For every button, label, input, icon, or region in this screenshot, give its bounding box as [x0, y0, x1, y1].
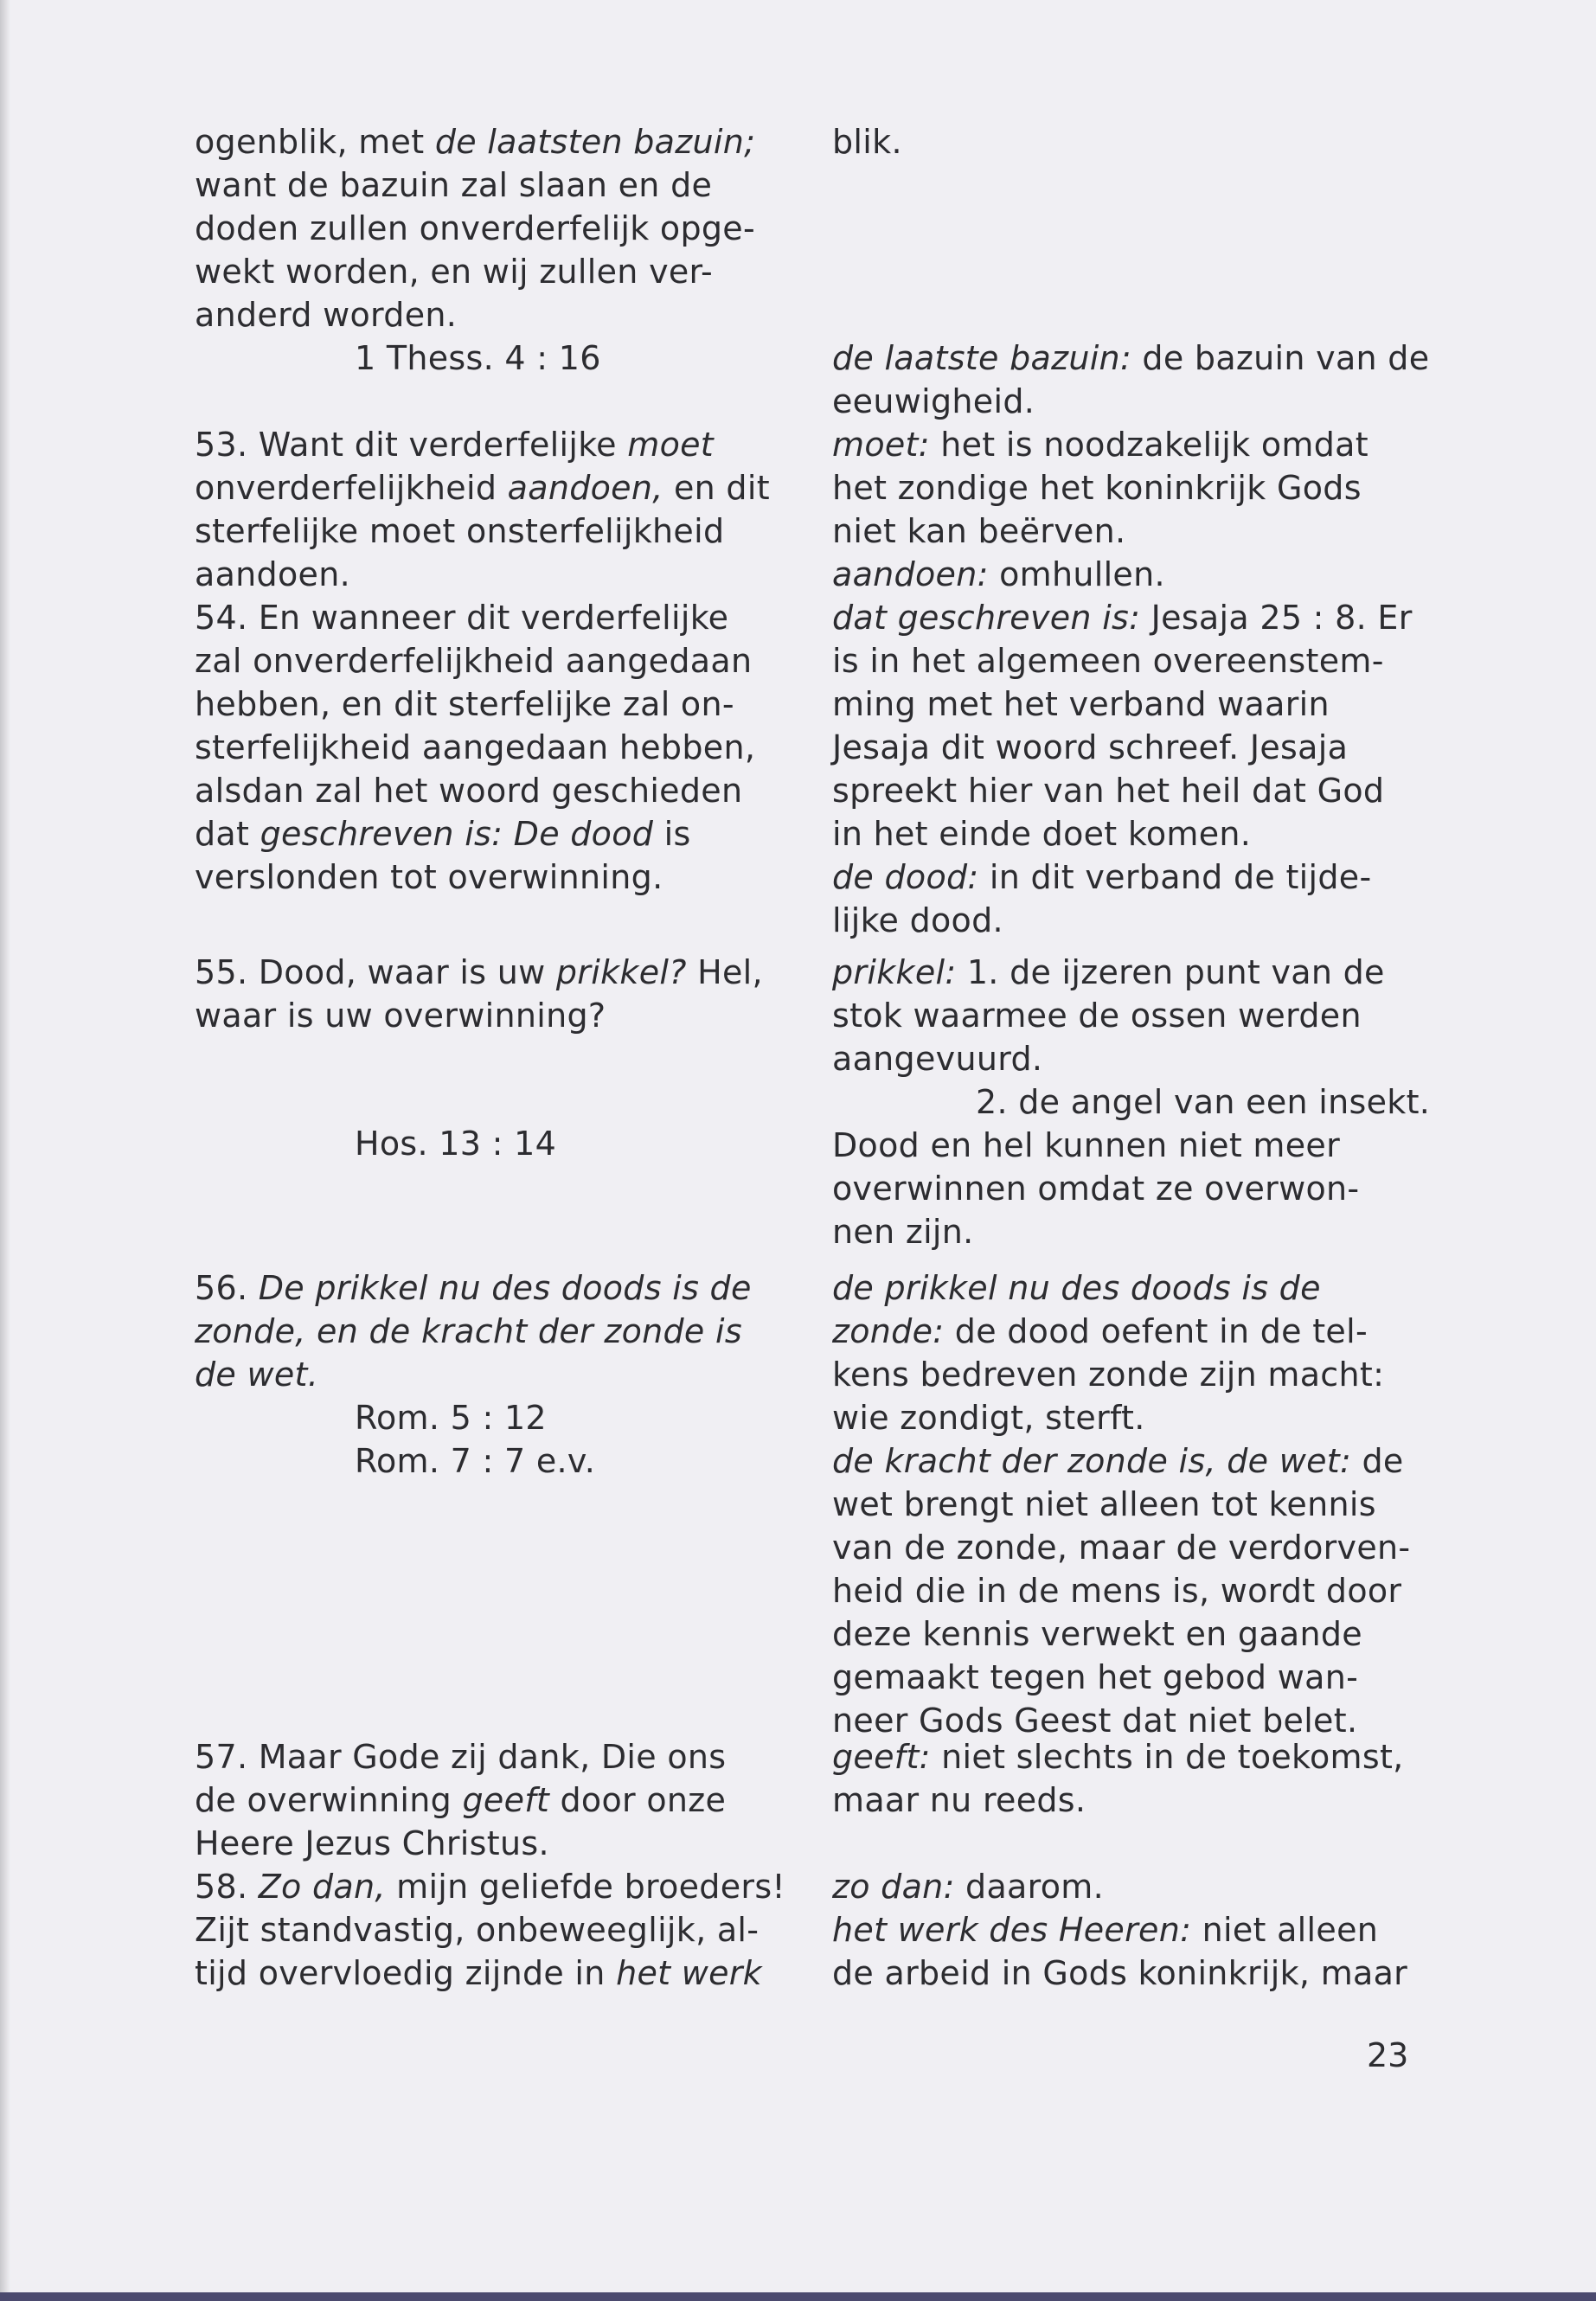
note-moet: moet: het is noodzakelijk omdat	[832, 426, 1368, 464]
text-line: wie zondigt, sterft.	[832, 1399, 1145, 1437]
text-line: ogenblik, met de laatsten bazuin;	[195, 123, 756, 161]
cross-reference: Rom. 7 : 7 e.v.	[355, 1442, 596, 1480]
note-aandoen: aandoen: omhullen.	[832, 555, 1165, 593]
text-line: Heere Jezus Christus.	[195, 1824, 549, 1862]
text-line: zal onverderfelijkheid aangedaan	[195, 642, 753, 680]
page-number: 23	[1367, 2036, 1409, 2074]
note-geschreven: dat geschreven is: Jesaja 25 : 8. Er	[832, 599, 1413, 637]
text-line: wet brengt niet alleen tot kennis	[832, 1485, 1376, 1523]
text-line: deze kennis verwekt en gaande	[832, 1615, 1362, 1653]
text-line: tijd overvloedig zijnde in het werk	[195, 1954, 762, 1992]
verse-53: 53. Want dit verderfelijke moet	[195, 426, 714, 464]
verse-55: 55. Dood, waar is uw prikkel? Hel,	[195, 953, 763, 991]
text-line: sterfelijke moet onsterfelijkheid	[195, 512, 725, 550]
text-line: doden zullen onverderfelijk opge-	[195, 209, 755, 247]
cross-reference: 1 Thess. 4 : 16	[355, 339, 601, 377]
text-line: de wet.	[195, 1356, 319, 1394]
text-line: ming met het verband waarin	[832, 685, 1330, 723]
text-line: Zijt standvastig, onbeweeglijk, al-	[195, 1911, 760, 1949]
text-line: nen zijn.	[832, 1213, 974, 1251]
text-line: wekt worden, en wij zullen ver-	[195, 253, 714, 291]
bottom-edge	[0, 2292, 1596, 2301]
text-line: dat geschreven is: De dood is	[195, 815, 691, 853]
text-line: anderd worden.	[195, 296, 458, 334]
text-line: neer Gods Geest dat niet belet.	[832, 1702, 1358, 1740]
cross-reference: Hos. 13 : 14	[355, 1125, 557, 1163]
text-line: zonde, en de kracht der zonde is	[195, 1312, 742, 1350]
text-line: gemaakt tegen het gebod wan-	[832, 1658, 1359, 1696]
text-line: maar nu reeds.	[832, 1781, 1086, 1819]
text-line: het zondige het koninkrijk Gods	[832, 469, 1362, 507]
text-line: overwinnen omdat ze overwon-	[832, 1170, 1360, 1208]
note-zo-dan: zo dan: daarom.	[832, 1868, 1104, 1906]
note-dood: de dood: in dit verband de tijde-	[832, 858, 1372, 896]
note-kracht-der-zonde: de kracht der zonde is, de wet: de	[832, 1442, 1404, 1480]
verse-54: 54. En wanneer dit verderfelijke	[195, 599, 729, 637]
text-line: eeuwigheid.	[832, 382, 1035, 420]
verse-57: 57. Maar Gode zij dank, Die ons	[195, 1738, 727, 1776]
text-line: waar is uw overwinning?	[195, 997, 606, 1035]
note-laatste-bazuin: de laatste bazuin: de bazuin van de	[832, 339, 1430, 377]
text-line: lijke dood.	[832, 901, 1003, 939]
text-line: niet kan beërven.	[832, 512, 1126, 550]
text-line: 2. de angel van een insekt.	[976, 1083, 1431, 1121]
text-line: stok waarmee de ossen werden	[832, 997, 1362, 1035]
note-prikkel-des-doods: de prikkel nu des doods is de	[832, 1269, 1321, 1307]
note-prikkel: prikkel: 1. de ijzeren punt van de	[832, 953, 1385, 991]
text-line: want de bazuin zal slaan en de	[195, 166, 713, 204]
verse-56: 56. De prikkel nu des doods is de	[195, 1269, 752, 1307]
text-line: onverderfelijkheid aandoen, en dit	[195, 469, 770, 507]
text-line: van de zonde, maar de verdorven-	[832, 1529, 1411, 1567]
verse-58: 58. Zo dan, mijn geliefde broeders!	[195, 1868, 785, 1906]
text-line: in het einde doet komen.	[832, 815, 1252, 853]
text-line: aangevuurd.	[832, 1040, 1043, 1078]
text-line: hebben, en dit sterfelijke zal on-	[195, 685, 734, 723]
text-line: de arbeid in Gods koninkrijk, maar	[832, 1954, 1408, 1992]
text-line: Dood en hel kunnen niet meer	[832, 1126, 1341, 1164]
text-line: Jesaja dit woord schreef. Jesaja	[832, 728, 1349, 766]
text-line: sterfelijkheid aangedaan hebben,	[195, 728, 756, 766]
text-line: aandoen.	[195, 555, 350, 593]
text-line: alsdan zal het woord geschieden	[195, 772, 743, 810]
text-line: blik.	[832, 123, 902, 161]
text-line: verslonden tot overwinning.	[195, 858, 663, 896]
text-line: de overwinning geeft door onze	[195, 1781, 727, 1819]
page-edge-shadow	[0, 0, 10, 2301]
text-line: is in het algemeen overeenstem-	[832, 642, 1384, 680]
note-werk-des-heeren: het werk des Heeren: niet alleen	[832, 1911, 1379, 1949]
text-line: spreekt hier van het heil dat God	[832, 772, 1385, 810]
note-geeft: geeft: niet slechts in de toekomst,	[832, 1738, 1404, 1776]
text-line: kens bedreven zonde zijn macht:	[832, 1356, 1385, 1394]
text-line: zonde: de dood oefent in de tel-	[832, 1312, 1368, 1350]
text-line: heid die in de mens is, wordt door	[832, 1572, 1402, 1610]
cross-reference: Rom. 5 : 12	[355, 1399, 547, 1437]
